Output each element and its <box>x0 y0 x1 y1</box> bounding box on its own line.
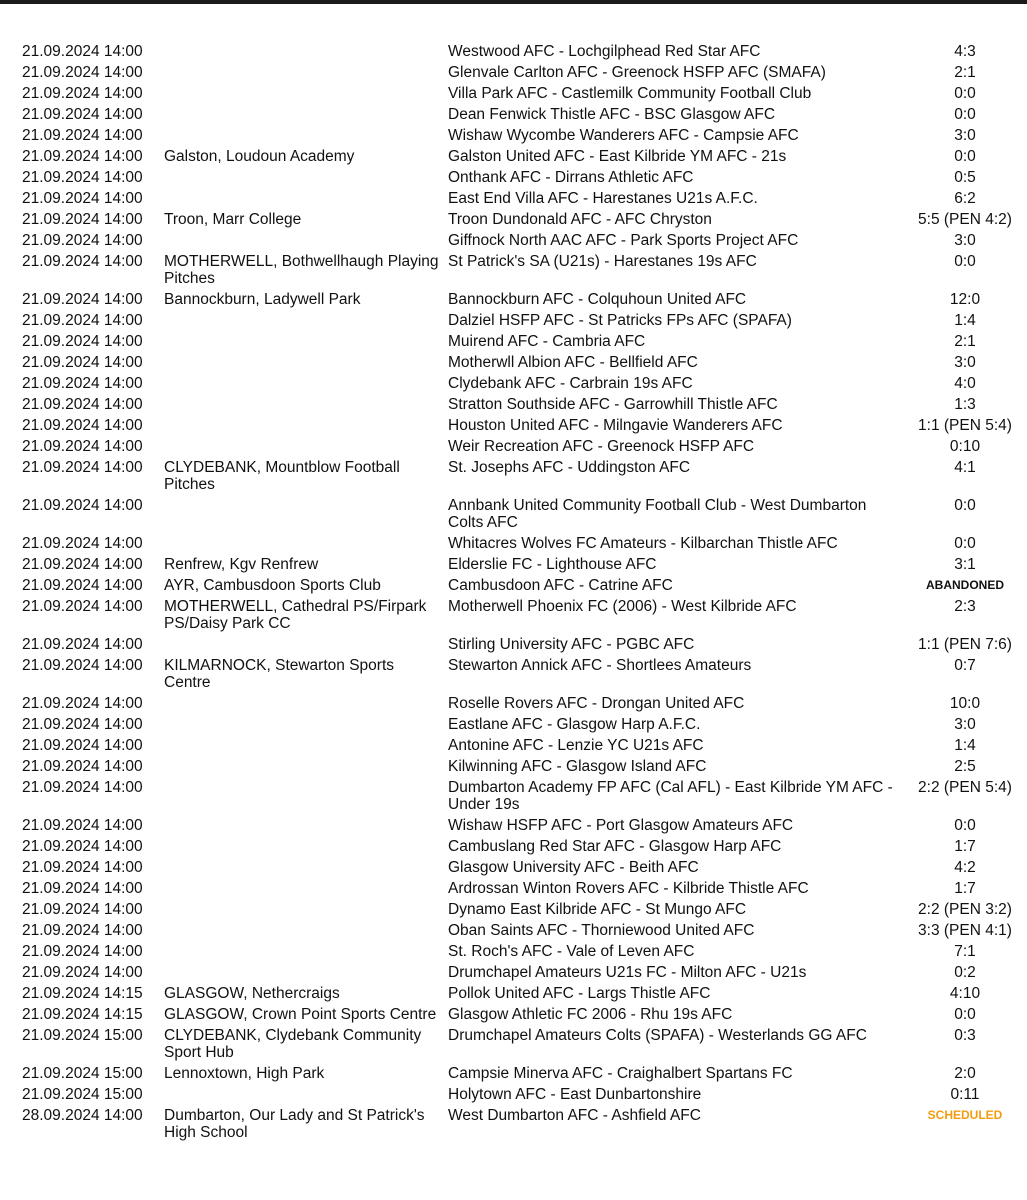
fixture-datetime: 21.09.2024 14:00 <box>22 880 143 897</box>
fixture-venue: CLYDEBANK, Clydebank Community Sport Hub <box>164 1027 422 1061</box>
fixture-datetime: 21.09.2024 14:00 <box>22 333 143 350</box>
fixture-match: Muirend AFC - Cambria AFC <box>448 333 646 350</box>
fixture-match: Roselle Rovers AFC - Drongan United AFC <box>448 695 745 712</box>
fixture-match: Glasgow Athletic FC 2006 - Rhu 19s AFC <box>448 1006 733 1023</box>
fixture-match: Motherwll Albion AFC - Bellfield AFC <box>448 354 698 371</box>
fixture-match: Giffnock North AAC AFC - Park Sports Project AFC <box>448 232 799 249</box>
fixture-match: Stratton Southside AFC - Garrowhill Thistle AFC <box>448 396 778 413</box>
fixture-datetime: 21.09.2024 14:00 <box>22 85 143 102</box>
fixture-row <box>0 83 1027 104</box>
fixture-score: 0:5 <box>954 169 976 186</box>
fixture-row <box>0 554 1027 575</box>
fixture-score: 2:2 (PEN 5:4) <box>918 779 1012 796</box>
fixture-score: 0:0 <box>954 85 976 102</box>
fixture-datetime: 28.09.2024 14:00 <box>22 1107 143 1124</box>
fixture-match: Ardrossan Winton Rovers AFC - Kilbride Thistle AFC <box>448 880 809 897</box>
fixture-datetime: 21.09.2024 14:00 <box>22 737 143 754</box>
fixture-row <box>0 104 1027 125</box>
fixture-match: Bannockburn AFC - Colquhoun United AFC <box>448 291 747 308</box>
fixture-score: 4:10 <box>949 985 981 1002</box>
fixture-row <box>0 41 1027 62</box>
fixture-row <box>0 1025 1027 1063</box>
fixture-row <box>0 983 1027 1004</box>
fixture-row <box>0 756 1027 777</box>
fixture-match: Glasgow University AFC - Beith AFC <box>448 859 699 876</box>
fixture-datetime: 21.09.2024 14:00 <box>22 695 143 712</box>
fixture-score: 4:3 <box>954 43 976 60</box>
fixture-score: 3:0 <box>954 232 976 249</box>
fixture-match: St. Roch's AFC - Vale of Leven AFC <box>448 943 695 960</box>
fixture-score: 1:7 <box>954 880 976 897</box>
fixture-score: 4:0 <box>954 375 976 392</box>
fixture-match: Dalziel HSFP AFC - St Patricks FPs AFC (SPAFA) <box>448 312 792 329</box>
fixture-row <box>0 815 1027 836</box>
fixture-match: Dean Fenwick Thistle AFC - BSC Glasgow AFC <box>448 106 776 123</box>
fixture-row <box>0 62 1027 83</box>
fixture-row <box>0 394 1027 415</box>
fixture-datetime: 21.09.2024 14:00 <box>22 354 143 371</box>
fixture-row <box>0 533 1027 554</box>
fixture-datetime: 21.09.2024 14:00 <box>22 922 143 939</box>
fixture-venue: GLASGOW, Nethercraigs <box>164 985 340 1002</box>
fixture-score: 3:0 <box>954 354 976 371</box>
fixture-row <box>0 230 1027 251</box>
fixture-datetime: 21.09.2024 14:00 <box>22 396 143 413</box>
fixture-score: 1:4 <box>954 737 976 754</box>
fixture-datetime: 21.09.2024 14:00 <box>22 169 143 186</box>
fixture-datetime: 21.09.2024 14:00 <box>22 43 143 60</box>
fixture-datetime: 21.09.2024 14:00 <box>22 901 143 918</box>
fixture-status-badge: SCHEDULED <box>927 1108 1003 1122</box>
fixture-datetime: 21.09.2024 14:00 <box>22 253 143 270</box>
fixture-row <box>0 457 1027 495</box>
fixture-match: Cambuslang Red Star AFC - Glasgow Harp AFC <box>448 838 782 855</box>
top-bar <box>0 0 1027 4</box>
fixture-score: 4:2 <box>954 859 976 876</box>
fixture-row <box>0 920 1027 941</box>
fixture-row <box>0 1004 1027 1025</box>
fixture-row <box>0 188 1027 209</box>
fixture-match: Stirling University AFC - PGBC AFC <box>448 636 695 653</box>
fixture-score: 0:0 <box>954 148 976 165</box>
fixture-match: Oban Saints AFC - Thorniewood United AFC <box>448 922 755 939</box>
fixture-datetime: 21.09.2024 14:00 <box>22 838 143 855</box>
fixture-row <box>0 146 1027 167</box>
fixture-row <box>0 899 1027 920</box>
fixture-row <box>0 251 1027 289</box>
fixture-row <box>0 373 1027 394</box>
fixture-match: Dumbarton Academy FP AFC (Cal AFL) - East Kilbride YM AFC - Under 19s <box>448 779 893 813</box>
fixture-match: Drumchapel Amateurs U21s FC - Milton AFC - U21s <box>448 964 807 981</box>
fixture-row <box>0 777 1027 815</box>
fixture-match: Holytown AFC - East Dunbartonshire <box>448 1086 702 1103</box>
fixture-score: 0:0 <box>954 1006 976 1023</box>
fixture-score: 0:0 <box>954 106 976 123</box>
fixture-datetime: 21.09.2024 15:00 <box>22 1027 143 1044</box>
fixture-match: Wishaw Wycombe Wanderers AFC - Campsie AFC <box>448 127 799 144</box>
fixture-row <box>0 962 1027 983</box>
fixture-datetime: 21.09.2024 14:00 <box>22 657 143 674</box>
fixture-venue: Dumbarton, Our Lady and St Patrick's High School <box>164 1107 425 1141</box>
fixture-match: East End Villa AFC - Harestanes U21s A.F.C. <box>448 190 758 207</box>
fixture-score: 12:0 <box>949 291 981 308</box>
fixture-datetime: 21.09.2024 14:00 <box>22 106 143 123</box>
fixture-datetime: 21.09.2024 14:00 <box>22 716 143 733</box>
fixture-row <box>0 596 1027 634</box>
fixture-score: 3:0 <box>954 716 976 733</box>
fixture-venue: Renfrew, Kgv Renfrew <box>164 556 319 573</box>
fixture-score: 1:4 <box>954 312 976 329</box>
fixture-datetime: 21.09.2024 14:00 <box>22 556 143 573</box>
fixture-datetime: 21.09.2024 14:00 <box>22 417 143 434</box>
fixture-datetime: 21.09.2024 14:00 <box>22 817 143 834</box>
fixture-row <box>0 693 1027 714</box>
fixture-match: Whitacres Wolves FC Amateurs - Kilbarchan Thistle AFC <box>448 535 838 552</box>
fixture-match: Stewarton Annick AFC - Shortlees Amateurs <box>448 657 752 674</box>
fixture-score: 5:5 (PEN 4:2) <box>918 211 1012 228</box>
fixture-match: Drumchapel Amateurs Colts (SPAFA) - Westerlands GG AFC <box>448 1027 867 1044</box>
fixture-score: 0:0 <box>954 497 976 514</box>
fixture-row <box>0 634 1027 655</box>
fixture-match: Wishaw HSFP AFC - Port Glasgow Amateurs AFC <box>448 817 794 834</box>
fixture-row <box>0 836 1027 857</box>
fixture-row <box>0 655 1027 693</box>
fixture-row <box>0 1105 1027 1143</box>
fixture-score: 0:7 <box>954 657 976 674</box>
fixture-match: Antonine AFC - Lenzie YC U21s AFC <box>448 737 704 754</box>
fixture-score: 10:0 <box>949 695 981 712</box>
fixture-row <box>0 352 1027 373</box>
fixture-datetime: 21.09.2024 15:00 <box>22 1086 143 1103</box>
fixture-datetime: 21.09.2024 14:00 <box>22 497 143 514</box>
fixture-row <box>0 735 1027 756</box>
fixture-row <box>0 495 1027 533</box>
fixture-row <box>0 209 1027 230</box>
fixture-datetime: 21.09.2024 14:00 <box>22 438 143 455</box>
fixture-match: St Patrick's SA (U21s) - Harestanes 19s AFC <box>448 253 757 270</box>
fixture-match: Elderslie FC - Lighthouse AFC <box>448 556 657 573</box>
fixture-match: Clydebank AFC - Carbrain 19s AFC <box>448 375 693 392</box>
fixture-row <box>0 714 1027 735</box>
fixture-row <box>0 878 1027 899</box>
fixture-venue: Bannockburn, Ladywell Park <box>164 291 361 308</box>
fixture-datetime: 21.09.2024 14:00 <box>22 779 143 796</box>
fixture-match: Dynamo East Kilbride AFC - St Mungo AFC <box>448 901 747 918</box>
fixture-row <box>0 857 1027 878</box>
fixture-datetime: 21.09.2024 14:00 <box>22 758 143 775</box>
fixture-score: 0:0 <box>954 535 976 552</box>
fixture-match: Weir Recreation AFC - Greenock HSFP AFC <box>448 438 755 455</box>
fixture-venue: Troon, Marr College <box>164 211 302 228</box>
fixture-match: Motherwell Phoenix FC (2006) - West Kilbride AFC <box>448 598 797 615</box>
fixture-venue: KILMARNOCK, Stewarton Sports Centre <box>164 657 394 691</box>
fixture-score: 0:2 <box>954 964 976 981</box>
fixture-score: 4:1 <box>954 459 976 476</box>
fixtures-list <box>0 41 1027 1143</box>
fixture-datetime: 21.09.2024 14:00 <box>22 148 143 165</box>
fixture-score: 3:0 <box>954 127 976 144</box>
fixture-score: 3:1 <box>954 556 976 573</box>
fixture-venue: CLYDEBANK, Mountblow Football Pitches <box>164 459 400 493</box>
fixture-match: Kilwinning AFC - Glasgow Island AFC <box>448 758 707 775</box>
fixture-score: 2:3 <box>954 598 976 615</box>
fixture-score: 0:11 <box>950 1086 980 1103</box>
fixture-datetime: 21.09.2024 14:15 <box>22 1006 143 1023</box>
fixture-row <box>0 1063 1027 1084</box>
fixture-match: Villa Park AFC - Castlemilk Community Football Club <box>448 85 812 102</box>
fixture-score: 6:2 <box>954 190 976 207</box>
fixture-row <box>0 289 1027 310</box>
fixture-row <box>0 436 1027 457</box>
fixture-datetime: 21.09.2024 14:00 <box>22 291 143 308</box>
fixture-match: Troon Dundonald AFC - AFC Chryston <box>448 211 712 228</box>
fixture-venue: Galston, Loudoun Academy <box>164 148 355 165</box>
fixture-match: Campsie Minerva AFC - Craighalbert Spartans FC <box>448 1065 793 1082</box>
fixture-match: Annbank United Community Football Club - West Dumbarton Colts AFC <box>448 497 867 531</box>
fixture-datetime: 21.09.2024 14:00 <box>22 190 143 207</box>
fixture-score: 1:1 (PEN 5:4) <box>918 417 1012 434</box>
fixture-match: Cambusdoon AFC - Catrine AFC <box>448 577 673 594</box>
fixture-venue: GLASGOW, Crown Point Sports Centre <box>164 1006 437 1023</box>
fixture-row <box>0 575 1027 596</box>
fixture-datetime: 21.09.2024 14:00 <box>22 459 143 476</box>
fixture-match: Houston United AFC - Milngavie Wanderers AFC <box>448 417 783 434</box>
fixture-match: St. Josephs AFC - Uddingston AFC <box>448 459 691 476</box>
fixture-venue: AYR, Cambusdoon Sports Club <box>164 577 381 594</box>
fixture-datetime: 21.09.2024 14:00 <box>22 859 143 876</box>
fixture-match: Westwood AFC - Lochgilphead Red Star AFC <box>448 43 761 60</box>
fixture-score: 2:2 (PEN 3:2) <box>918 901 1012 918</box>
fixture-score: 1:3 <box>954 396 976 413</box>
fixture-score: 0:10 <box>949 438 981 455</box>
fixture-match: Galston United AFC - East Kilbride YM AFC - 21s <box>448 148 787 165</box>
fixture-datetime: 21.09.2024 14:00 <box>22 535 143 552</box>
fixture-datetime: 21.09.2024 14:00 <box>22 312 143 329</box>
fixture-row <box>0 1084 1027 1105</box>
fixture-datetime: 21.09.2024 14:00 <box>22 943 143 960</box>
fixture-datetime: 21.09.2024 14:00 <box>22 375 143 392</box>
fixture-row <box>0 310 1027 331</box>
fixture-score: 0:3 <box>954 1027 976 1044</box>
fixture-row <box>0 167 1027 188</box>
fixture-match: Pollok United AFC - Largs Thistle AFC <box>448 985 711 1002</box>
fixture-datetime: 21.09.2024 14:00 <box>22 127 143 144</box>
fixture-score: 0:0 <box>954 253 976 270</box>
fixture-datetime: 21.09.2024 14:15 <box>22 985 143 1002</box>
fixture-datetime: 21.09.2024 14:00 <box>22 598 143 615</box>
fixture-row <box>0 331 1027 352</box>
fixture-datetime: 21.09.2024 14:00 <box>22 964 143 981</box>
fixture-match: Onthank AFC - Dirrans Athletic AFC <box>448 169 694 186</box>
fixture-score: 2:0 <box>954 1065 976 1082</box>
fixture-venue: MOTHERWELL, Cathedral PS/Firpark PS/Daisy Park CC <box>164 598 427 632</box>
fixture-score: 0:0 <box>954 817 976 834</box>
fixture-datetime: 21.09.2024 14:00 <box>22 211 143 228</box>
fixture-datetime: 21.09.2024 14:00 <box>22 636 143 653</box>
fixture-score: 7:1 <box>954 943 976 960</box>
fixture-match: Glenvale Carlton AFC - Greenock HSFP AFC (SMAFA) <box>448 64 826 81</box>
fixture-datetime: 21.09.2024 14:00 <box>22 232 143 249</box>
fixture-match: Eastlane AFC - Glasgow Harp A.F.C. <box>448 716 701 733</box>
fixture-score: 2:5 <box>954 758 976 775</box>
fixture-status-badge: ABANDONED <box>926 578 1004 592</box>
fixture-row <box>0 415 1027 436</box>
fixture-row <box>0 941 1027 962</box>
fixture-score: 2:1 <box>954 64 976 81</box>
fixture-score: 1:1 (PEN 7:6) <box>918 636 1012 653</box>
fixture-datetime: 21.09.2024 14:00 <box>22 577 143 594</box>
fixture-datetime: 21.09.2024 14:00 <box>22 64 143 81</box>
fixture-match: West Dumbarton AFC - Ashfield AFC <box>448 1107 701 1124</box>
fixture-row <box>0 125 1027 146</box>
fixture-score: 3:3 (PEN 4:1) <box>918 922 1012 939</box>
fixture-venue: Lennoxtown, High Park <box>164 1065 325 1082</box>
fixture-venue: MOTHERWELL, Bothwellhaugh Playing Pitches <box>164 253 439 287</box>
fixture-datetime: 21.09.2024 15:00 <box>22 1065 143 1082</box>
fixture-score: 1:7 <box>954 838 976 855</box>
fixture-score: 2:1 <box>954 333 976 350</box>
